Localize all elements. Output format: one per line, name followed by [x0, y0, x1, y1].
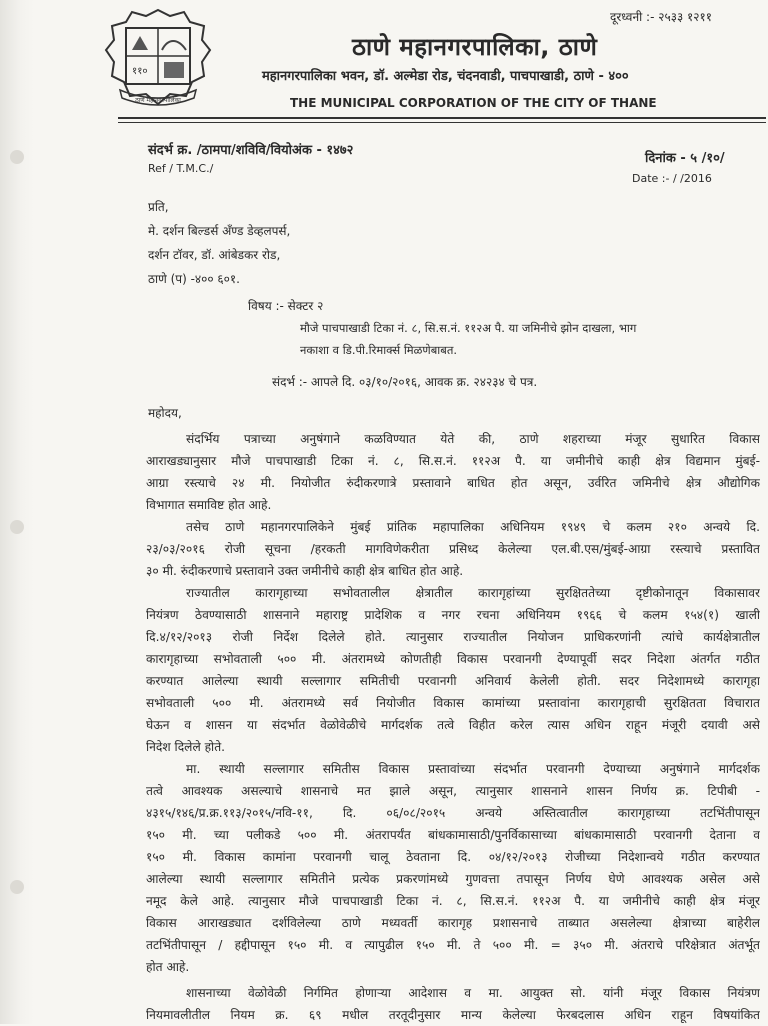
paragraph-line: होत आहे.	[146, 960, 190, 974]
paragraph-3	[146, 582, 760, 758]
paragraph-line: आग्रा रस्त्याचे २४ मी. नियोजीत रुंदीकरणात्रे प्रस्तावाने बाधित होत असून, उर्वरित जमिनीचे क्षेत्र औद्योगिक	[146, 476, 760, 490]
paragraph-line: तसेच ठाणे महानगरपालिकेने मुंबई प्रांतिक महापालिका अधिनियम १९४९ चे कलम २१० अन्वये दि.	[186, 520, 760, 534]
paragraph-5	[146, 982, 760, 1026]
paragraph-line: करण्यात आलेल्या स्थायी सल्लागार समितीची परवानगी अनिवार्य केलेली होती. सदर निदेशामध्ये कारागृहा	[146, 674, 760, 688]
reference-line: संदर्भ :- आपले दि. ०३/१०/२०१६, आवक क्र. २४२३४ चे पत्र.	[272, 375, 538, 389]
paragraph-line: मा. स्थायी सल्लागार समितीस विकास प्रस्तावांच्या संदर्भात परवानगी देण्याच्या अनुषंगाने मार्गदर्शक	[186, 762, 760, 776]
paragraph-line: राज्यातील कारागृहाच्या सभोवतालील क्षेत्रातील कारागृहांच्या सुरक्षिततेच्या दृष्टीकोनातून विकासावर	[186, 586, 760, 600]
punch-hole	[10, 880, 24, 894]
date-marathi: दिनांक - ५ /१०/	[645, 151, 725, 166]
paragraph-line: संदर्भिय पत्राच्या अनुषंगाने कळविण्यात येते की, ठाणे शहराच्या मंजूर सुधारित विकास	[186, 432, 760, 446]
paragraph-line: दि.४/१२/२०१३ रोजी निर्देश दिलेले होते. त्यानुसार राज्यातील नियोजन प्राधिकरणांनी त्यांचे कार्यक्षेत्रातील	[146, 630, 760, 644]
paragraph-line: १५० मी. विकास कामांना परवानगी चालू ठेवताना दि. ०४/१२/२०१३ रोजीच्या निदेशान्वये गठीत करण्यात	[146, 850, 760, 864]
paragraph-line: विकास आराखड्यात दर्शविलेल्या ठाणे मध्यवर्ती कारागृह प्रशासनाचे ताब्यात असलेल्या क्षेत्राच्या बाहेरील	[146, 916, 760, 930]
header-rule-thin	[118, 122, 766, 123]
binder-margin	[0, 0, 34, 1024]
paragraph-line: ४३१५/१४६/प्र.क्र.११३/२०१५/नवि-११, दि. ०६/०८/२०१५ अन्वये अस्तित्वातील कारागृहाच्या तटभिंतीपासून	[146, 806, 760, 820]
recipient-line: ठाणे (प) -४०० ६०१.	[148, 272, 240, 286]
paragraph-line: विभागात समाविष्ट होत आहे.	[146, 498, 272, 512]
paragraph-line: कारागृहाच्या सभोवताली ५०० मी. अंतरामध्ये कोणतीही विकास परवानगी देण्यापूर्वी सदर निदेशा अंतर्गत गठीत	[146, 652, 760, 666]
recipient-prati: प्रति,	[148, 200, 169, 214]
subject-line: मौजे पाचपाखाडी टिका नं. ८, सि.स.नं. ११२अ पै. या जमिनीचे झोन दाखला, भाग	[300, 321, 637, 335]
salutation: महोदय,	[148, 406, 182, 420]
paragraph-line: तटभिंतीपासून / हद्दीपासून १५० मी. व त्यापुढील १५० मी. ते ५०० मी. = ३५० मी. अंतराचे परिक्षेत्रात अंतर्भूत	[146, 938, 760, 952]
phone-number: दूरध्वनी :- २५३३ १२११	[610, 10, 712, 24]
paragraph-1	[146, 428, 760, 516]
subject-label: विषय :- सेक्टर २	[248, 299, 324, 313]
paragraph-line: आराखड्यानुसार मौजे पाचपाखाडी टिका नं. ८, सि.स.नं. ११२अ पै. या जमीनीचे काही क्षेत्र विद्यमान मुंबई-	[146, 454, 760, 468]
paragraph-line: तत्वे आवश्यक असल्याचे शासनाचे मत झाले असून, त्यानुसार शासनाने शासन निर्णय क्र. टिपीबी -	[146, 784, 760, 798]
paragraph-2	[146, 516, 760, 582]
corporation-emblem	[98, 6, 218, 114]
emblem-number: ११०	[132, 66, 148, 77]
punch-hole	[10, 150, 24, 164]
paragraph-line: निदेश दिलेले होते.	[146, 740, 226, 754]
recipient-line: दर्शन टॉवर, डॉ. आंबेडकर रोड,	[148, 248, 281, 262]
header-rule	[118, 117, 766, 119]
paragraph-line: घेऊन व शासन या संदर्भात वेळोवेळीचे मार्गदर्शक तत्वे विहीत करेल त्यास अधिन राहून मंजूरी दयावी असे	[146, 718, 760, 732]
paragraph-line: ३० मी. रुंदीकरणाचे प्रस्तावाने उक्त जमीनीचे काही क्षेत्र बाधित होत आहे.	[146, 564, 464, 578]
org-address: महानगरपालिका भवन, डॉ. अल्मेडा रोड, चंदनवाडी, पाचपाखाडी, ठाणे - ४००	[262, 69, 629, 84]
punch-hole	[10, 520, 24, 534]
paragraph-4	[146, 758, 760, 978]
reference-number: संदर्भ क्र. /ठामपा/शविवि/वियोअंक - १४७२	[148, 143, 354, 158]
org-english-name: THE MUNICIPAL CORPORATION OF THE CITY OF THANE	[290, 96, 657, 110]
paragraph-line: १५० मी. च्या पलीकडे ५०० मी. अंतरापर्यंत बांधकामासाठी/पुनर्विकासाच्या बांधकामासाठी परवानगी देताना व	[146, 828, 760, 842]
recipient-line: मे. दर्शन बिल्डर्स अँण्ड डेव्हलपर्स,	[148, 224, 291, 238]
subject-line: नकाशा व डि.पी.रिमार्क्स मिळणेबाबत.	[300, 343, 458, 357]
org-title: ठाणे महानगरपालिका, ठाणे	[352, 33, 598, 61]
paragraph-line: नियमावलीतील नियम क्र. ६९ मधील तरतूदीनुसार मान्य केलेल्या फेरबदलास अधिन राहून विषयांकित	[146, 1008, 760, 1022]
paragraph-line: आलेल्या स्थायी सल्लागार समितीने प्रत्येक प्रकरणांमध्ये गुणवत्ता तपासून निर्णय घेणे आवश्यक असेल असे	[146, 872, 760, 886]
emblem-ribbon-text: ठाणे महानगरपालिका	[135, 97, 181, 104]
paragraph-line: नमूद केले आहे. त्यानुसार मौजे पाचपाखाडी टिका नं. ८, सि.स.नं. ११२अ पै. या जमीनीचे काही क्षेत्र मंजूर	[146, 894, 760, 908]
date-english: Date :- / /2016	[632, 172, 712, 185]
paragraph-line: नियंत्रण ठेवण्यासाठी शासनाने महाराष्ट्र प्रादेशिक व नगर रचना अधिनियम १९६६ चे कलम १५४(१) खाली	[146, 608, 760, 622]
paragraph-line: २३/०३/२०१६ रोजी सूचना /हरकती मागविणेकरीता प्रसिध्द केलेल्या एल.बी.एस/मुंबई-आग्रा रस्त्याचे प्रस्तावित	[146, 542, 760, 556]
reference-english: Ref / T.M.C./	[148, 162, 214, 175]
paragraph-line: शासनाच्या वेळोवेळी निर्गमित होणाऱ्या आदेशास व मा. आयुक्त सो. यांनी मंजूर विकास नियंत्रण	[186, 986, 760, 1000]
paragraph-line: सभोवताली ५०० मी. अंतरामध्ये सर्व नियोजीत विकास कामांच्या प्रस्तावांना कारागृहाची सुरक्षितता विचारात	[146, 696, 760, 710]
